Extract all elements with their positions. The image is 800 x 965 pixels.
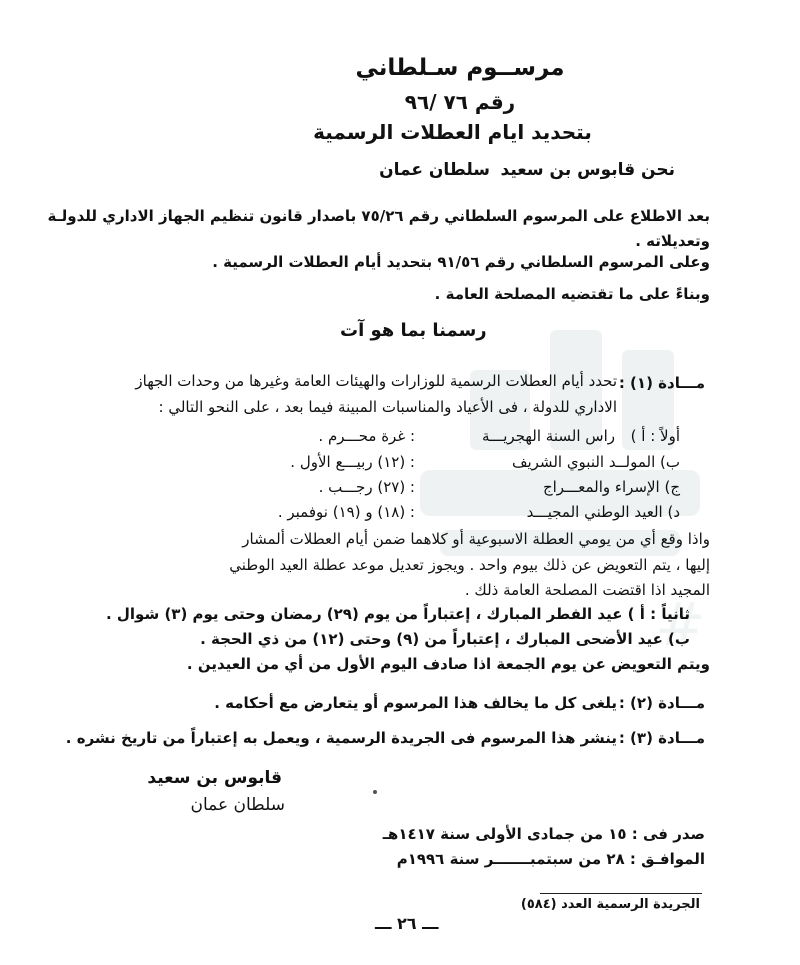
holiday-2-date: : (١٢) ربيـــع الأول . (290, 453, 415, 471)
article-1-label: مـــادة (١) : (618, 374, 705, 392)
decree-statement: رسمنا بما هو آت (340, 320, 487, 341)
article-1-second-1: ثانياً : أ ) عيد الفطر المبارك ، إعتباراً من يوم (٢٩) رمضان وحتى يوم (٣) شوال . (105, 605, 690, 623)
footer-rule (540, 893, 702, 894)
watermark-hash: # (655, 590, 706, 660)
page-number: ـــ ٢٦ ـــ (375, 914, 439, 933)
decree-subject: بتحديد ايام العطلات الرسمية (313, 120, 592, 144)
article-1-text-1: تحدد أيام العطلات الرسمية للوزارات والهيئات العامة وغيرها من وحدات الجهاز (135, 372, 617, 390)
article-3-label: مـــادة (٣) : (618, 729, 705, 747)
article-1-text-2: الاداري للدولة ، فى الأعياد والمناسبات المبينة فيما بعد ، على النحو التالي : (158, 398, 617, 416)
decree-number: رقم ٧٦ /٩٦ (404, 90, 516, 114)
holiday-3-date: : (٢٧) رجـــب . (318, 478, 415, 496)
issued-line-2: الموافـق : ٢٨ من سبتمبـــــــر سنة ١٩٩٦م (396, 850, 705, 868)
signature-title: سلطان عمان (190, 795, 285, 815)
article-1-note-2: إليها ، يتم التعويض عن ذلك بيوم واحد . ويجوز تعديل موعد عطلة العيد الوطني (229, 556, 710, 574)
holiday-4-date: : (١٨) و (١٩) نوفمبر . (277, 503, 415, 521)
preamble-line-2: وتعديلاته . (635, 232, 710, 250)
decree-title: مرســوم سـلطاني (355, 55, 565, 81)
article-3-text: ينشر هذا المرسوم فى الجريدة الرسمية ، ويعمل به إعتباراً من تاريخ نشره . (65, 729, 617, 747)
article-1-note-3: المجيد اذا اقتضت المصلحة العامة ذلك . (464, 581, 710, 599)
article-1-note-1: واذا وقع أي من يومي العطلة الاسبوعية أو كلاهما ضمن أيام العطلات ألمشار (242, 530, 710, 548)
holiday-1-date: : غرة محـــرم . (318, 427, 415, 445)
article-2-label: مـــادة (٢) : (618, 694, 705, 712)
gazette-issue: الجريدة الرسمية العدد (٥٨٤) (520, 897, 700, 912)
intro-name: نحن قابوس بن سعيد (500, 160, 675, 180)
article-2-text: يلغى كل ما يخالف هذا المرسوم أو يتعارض مع أحكامه . (214, 694, 617, 712)
holiday-3-name: ج) الإسراء والمعـــراج (542, 478, 680, 496)
holiday-2-name: ب) المولــد النبوي الشريف (511, 453, 680, 471)
preamble-line-4: وبناءً على ما تقتضيه المصلحة العامة . (434, 285, 710, 303)
article-1-first-label: أولاً : أ ) (630, 427, 680, 445)
issued-line-1: صدر فى : ١٥ من جمادى الأولى سنة ١٤١٧هـ (382, 825, 705, 843)
signature-name: قابوس بن سعيد (147, 768, 282, 788)
stray-dot (373, 790, 377, 794)
article-1-second-2: ب) عيد الأضحى المبارك ، إعتباراً من (٩) وحتى (١٢) من ذي الحجة . (200, 630, 690, 648)
holiday-1-name: راس السنة الهجريـــة (482, 427, 615, 445)
preamble-line-1: بعد الاطلاع على المرسوم السلطاني رقم ٧٥/٢٦ باصدار قانون تنظيم الجهاز الاداري للدولـة (47, 207, 710, 225)
intro-role: سلطان عمان (379, 160, 490, 180)
article-1-second-3: ويتم التعويض عن يوم الجمعة اذا صادف اليوم الأول من أي من العيدين . (186, 655, 710, 673)
holiday-4-name: د) العيد الوطني المجيـــد (526, 503, 680, 521)
preamble-line-3: وعلى المرسوم السلطاني رقم ٩١/٥٦ بتحديد أيام العطلات الرسمية . (212, 253, 710, 271)
